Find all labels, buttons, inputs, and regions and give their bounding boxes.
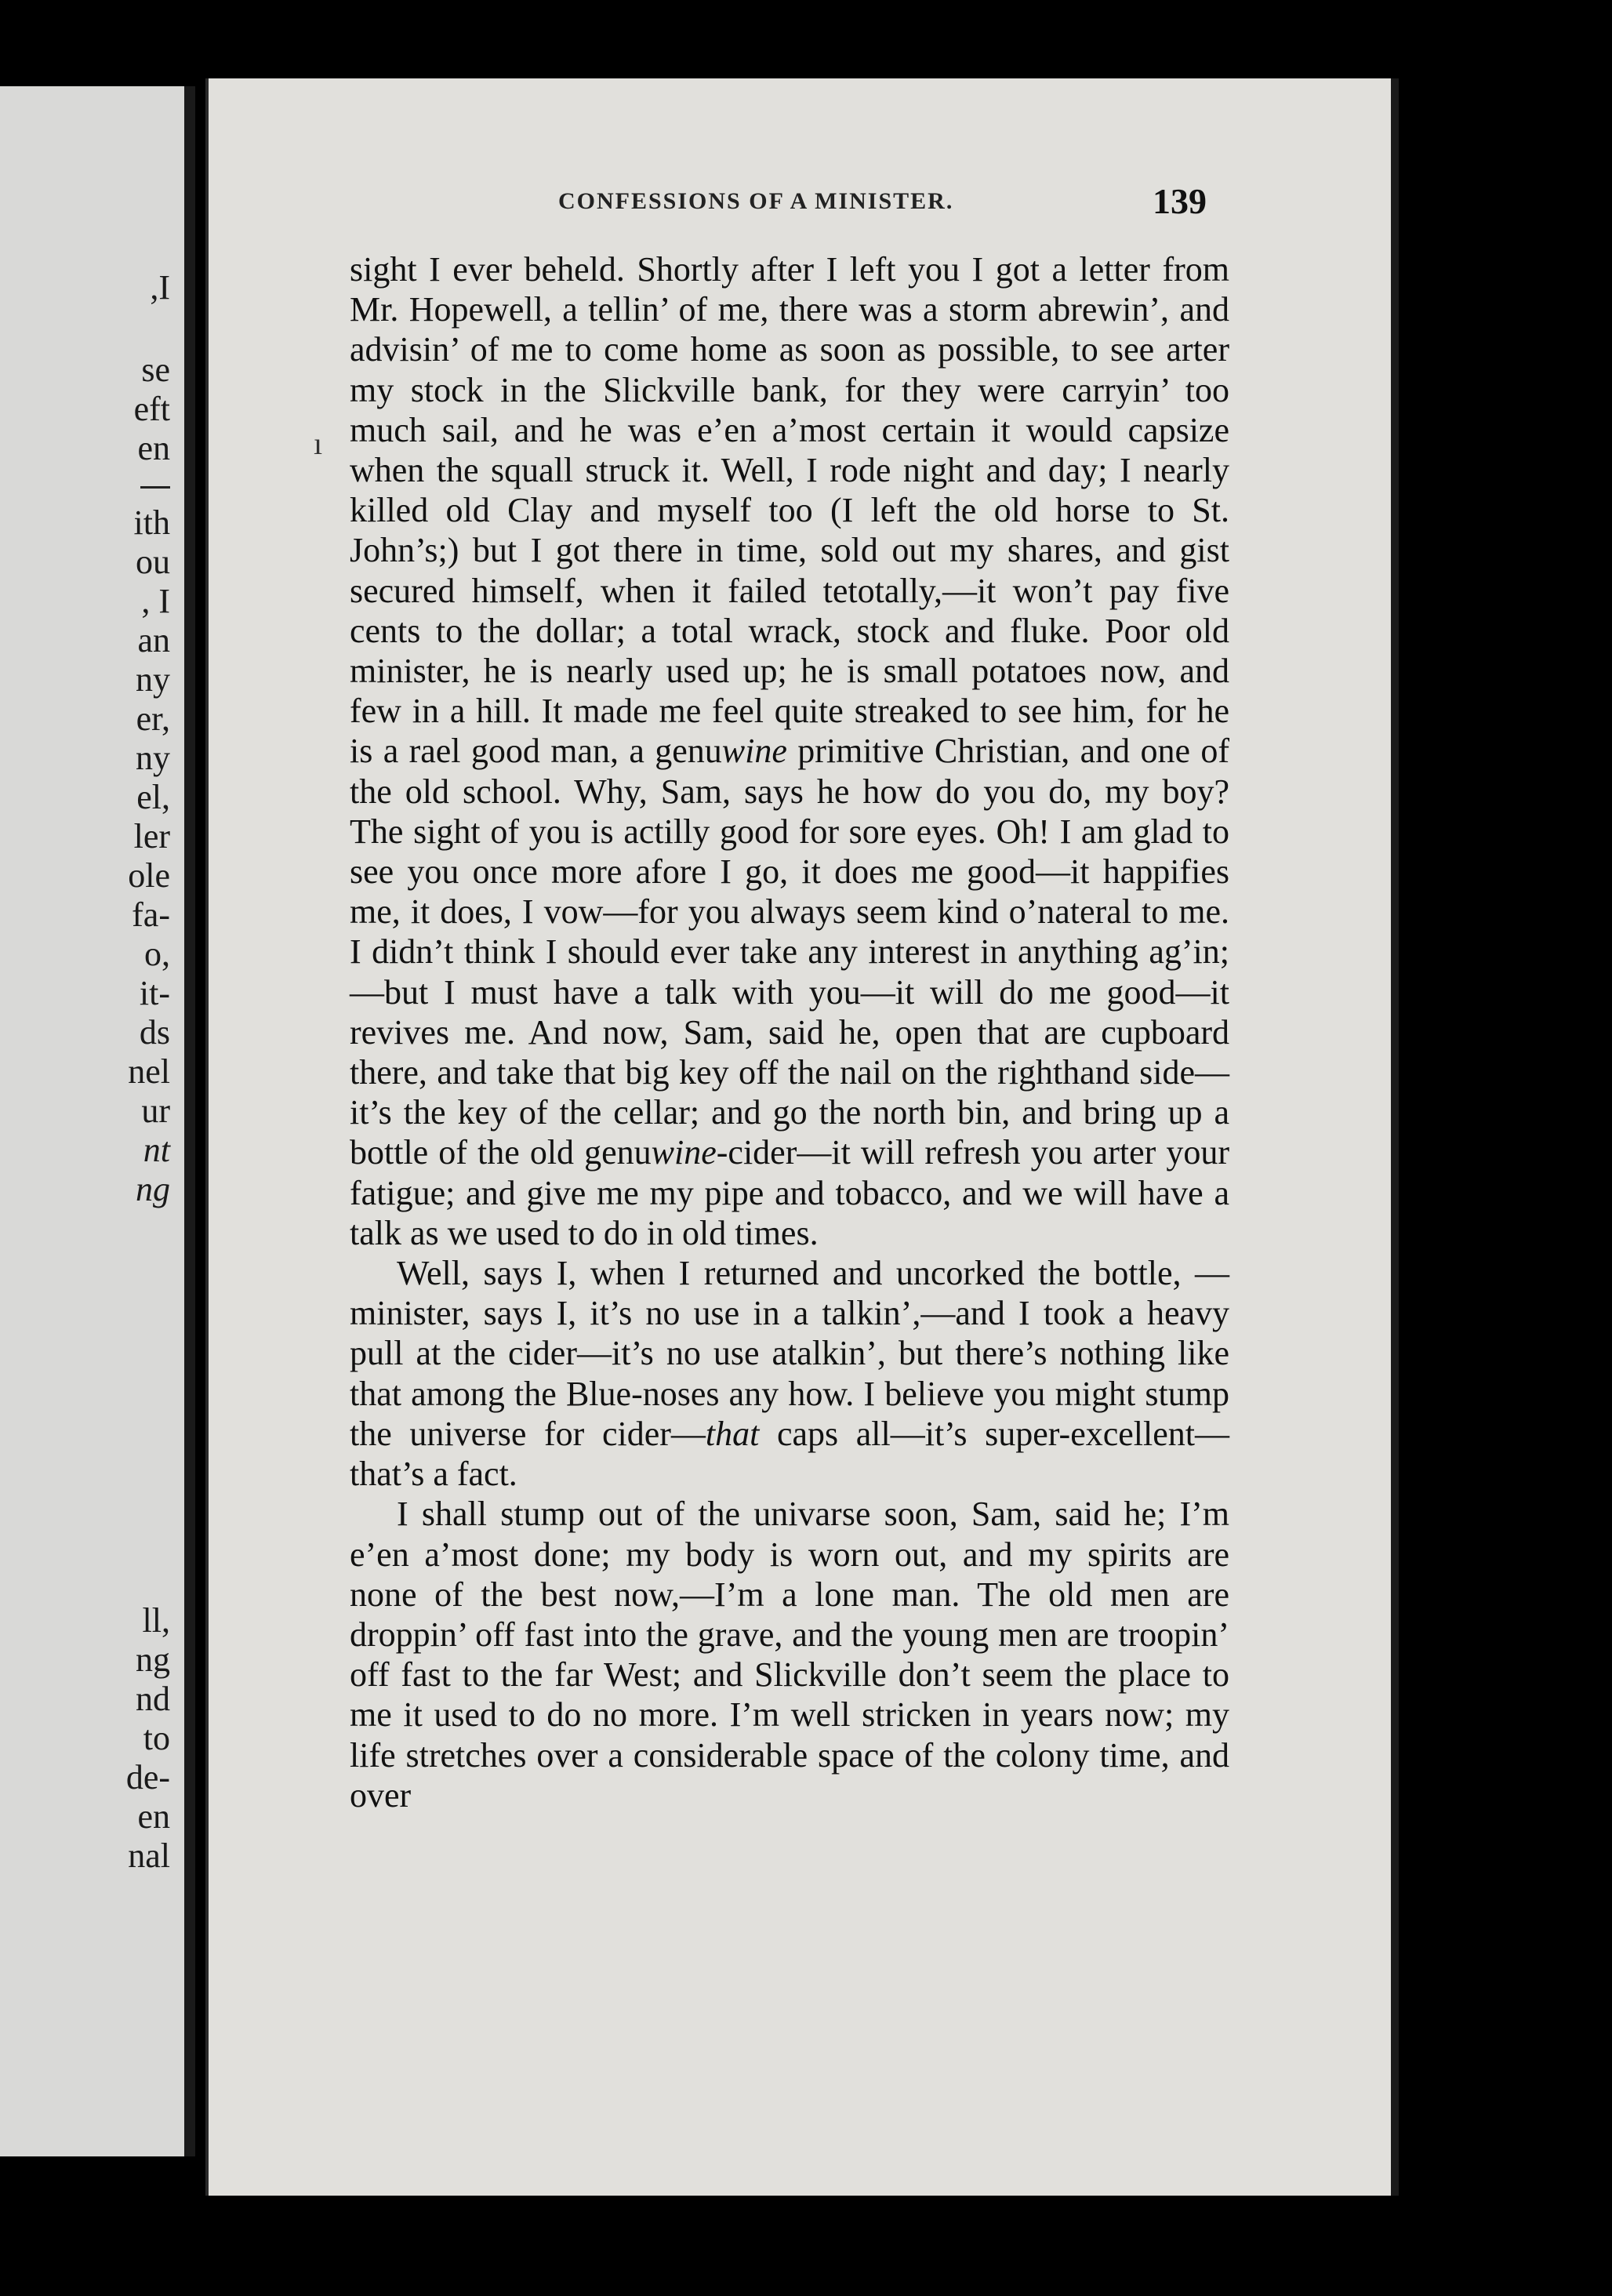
left-page-fragment: eft bbox=[133, 390, 170, 428]
page-number: 139 bbox=[1153, 181, 1207, 221]
margin-mark: ı bbox=[314, 426, 323, 461]
page-gutter bbox=[1391, 78, 1399, 2196]
left-page-rule bbox=[140, 486, 170, 489]
left-page-fragment: de- bbox=[125, 1758, 170, 1796]
left-page-fragment: an bbox=[137, 621, 170, 659]
left-page-fragment: el, bbox=[136, 778, 170, 816]
italic-text: that bbox=[705, 1414, 760, 1453]
text-run: sight I ever beheld. Shortly after I left you I got a letter from Mr. Hopewell, a tellin’ of me, there was a storm abrewin’, and advisin’ of me to come home as soon as possible, to see arter my stock in the Slickville bank, for they were carryin’ too much sail, and he was e’en a’most certain it would capsize when the squall struck it. Well, I rode night and day; I nearly killed old Clay and myself too (I left the old horse to St. John’s;) but I got there in time, sold out my shares, and gist secured himself, when it failed tetotally,—it won’t pay five cents to the dollar; a total wrack, stock and fluke. Poor old minister, he is nearly used up; he is small potatoes now, and few in a hill. It made me feel quite streaked to see him, for he is a rael good man, a genu bbox=[350, 250, 1229, 771]
body-text bbox=[350, 249, 1229, 1815]
left-page-fragment: er, bbox=[136, 699, 170, 738]
left-page-fragment: , I bbox=[141, 582, 170, 620]
left-page-fragment: ll, bbox=[142, 1601, 170, 1640]
left-page-edge bbox=[0, 86, 195, 2156]
text-run: primitive Christian, and one of the old school. Why, Sam, says he how do you do, my boy? The sight of you is actilly good for sore eyes. Oh! I am glad to see you once more afore I go, it does me good—it happifies me, it does, I vow—for you always seem kind o’nateral to me. I didn’t think I should ever take any interest in anything ag’in;—but I must have a talk with you—it will do me good—it revives me. And now, Sam, said he, open that are cupboard there, and take that big key off the nail on the righthand side—it’s the key of the cellar; and go the north bin, and bring up a bottle of the old genu bbox=[350, 732, 1229, 1172]
text-run: caps all—it’s super-excellent—that’s a fact. bbox=[350, 1414, 1229, 1494]
left-page-fragment: nt bbox=[143, 1131, 170, 1169]
body-paragraph bbox=[350, 1494, 1229, 1815]
left-page-fragment: en bbox=[137, 1797, 170, 1836]
text-run: -cider—it will refresh you arter your fatigue; and give me my pipe and tobacco, and we will have a talk as we used to do in old times. bbox=[350, 1133, 1229, 1252]
running-title: CONFESSIONS OF A MINISTER. bbox=[558, 188, 954, 214]
left-page-fragment: ole bbox=[128, 856, 170, 895]
left-page-fragment: nal bbox=[128, 1836, 170, 1875]
italic-text: wine bbox=[651, 1133, 717, 1172]
text-run: Well, says I, when I returned and uncorked the bottle, —minister, says I, it’s no use in a talkin’,—and I took a heavy pull at the cider—it’s no use atalkin’, but there’s nothing like that among the Blue-noses any how. I believe you might stump the universe for cider— bbox=[350, 1254, 1229, 1453]
left-page-fragment: en bbox=[137, 429, 170, 467]
left-page-fragment: ny bbox=[136, 660, 170, 699]
left-page-fragment: ith bbox=[133, 503, 170, 542]
text-run: I shall stump out of the univarse soon, Sam, said he; I’m e’en a’most done; my body is worn out, and my spirits are none of the best now,—I’m a lone man. The old men are droppin’ off fast into the grave, and the young men are troopin’ off fast to the far West; and Slickville don’t seem the place to me it used to do no more. I’m well stricken in years now; my life stretches over a considerable space of the colony time, and over bbox=[350, 1495, 1229, 1815]
left-page-fragment: nel bbox=[128, 1052, 170, 1091]
left-page-fragment: it- bbox=[139, 974, 170, 1012]
left-page-fragment: ds bbox=[139, 1013, 170, 1052]
left-page-fragment: ny bbox=[136, 739, 170, 777]
italic-text: wine bbox=[721, 732, 787, 771]
left-page-fragment: ng bbox=[136, 1170, 170, 1208]
left-page-fragment: ng bbox=[136, 1640, 170, 1679]
body-paragraph bbox=[350, 1253, 1229, 1494]
left-page-fragment: ,I bbox=[150, 268, 170, 307]
left-page-fragment: o, bbox=[144, 935, 170, 973]
left-page-fragment: se bbox=[141, 351, 170, 389]
left-page-fragment: ur bbox=[141, 1092, 170, 1130]
left-page-fragment: to bbox=[143, 1719, 170, 1757]
left-page-fragment: ler bbox=[133, 817, 170, 856]
left-page-fragment: fa- bbox=[132, 896, 170, 934]
left-page-fragment: nd bbox=[136, 1680, 170, 1718]
left-page-fragment: ou bbox=[136, 543, 170, 581]
body-paragraph bbox=[350, 249, 1229, 1253]
